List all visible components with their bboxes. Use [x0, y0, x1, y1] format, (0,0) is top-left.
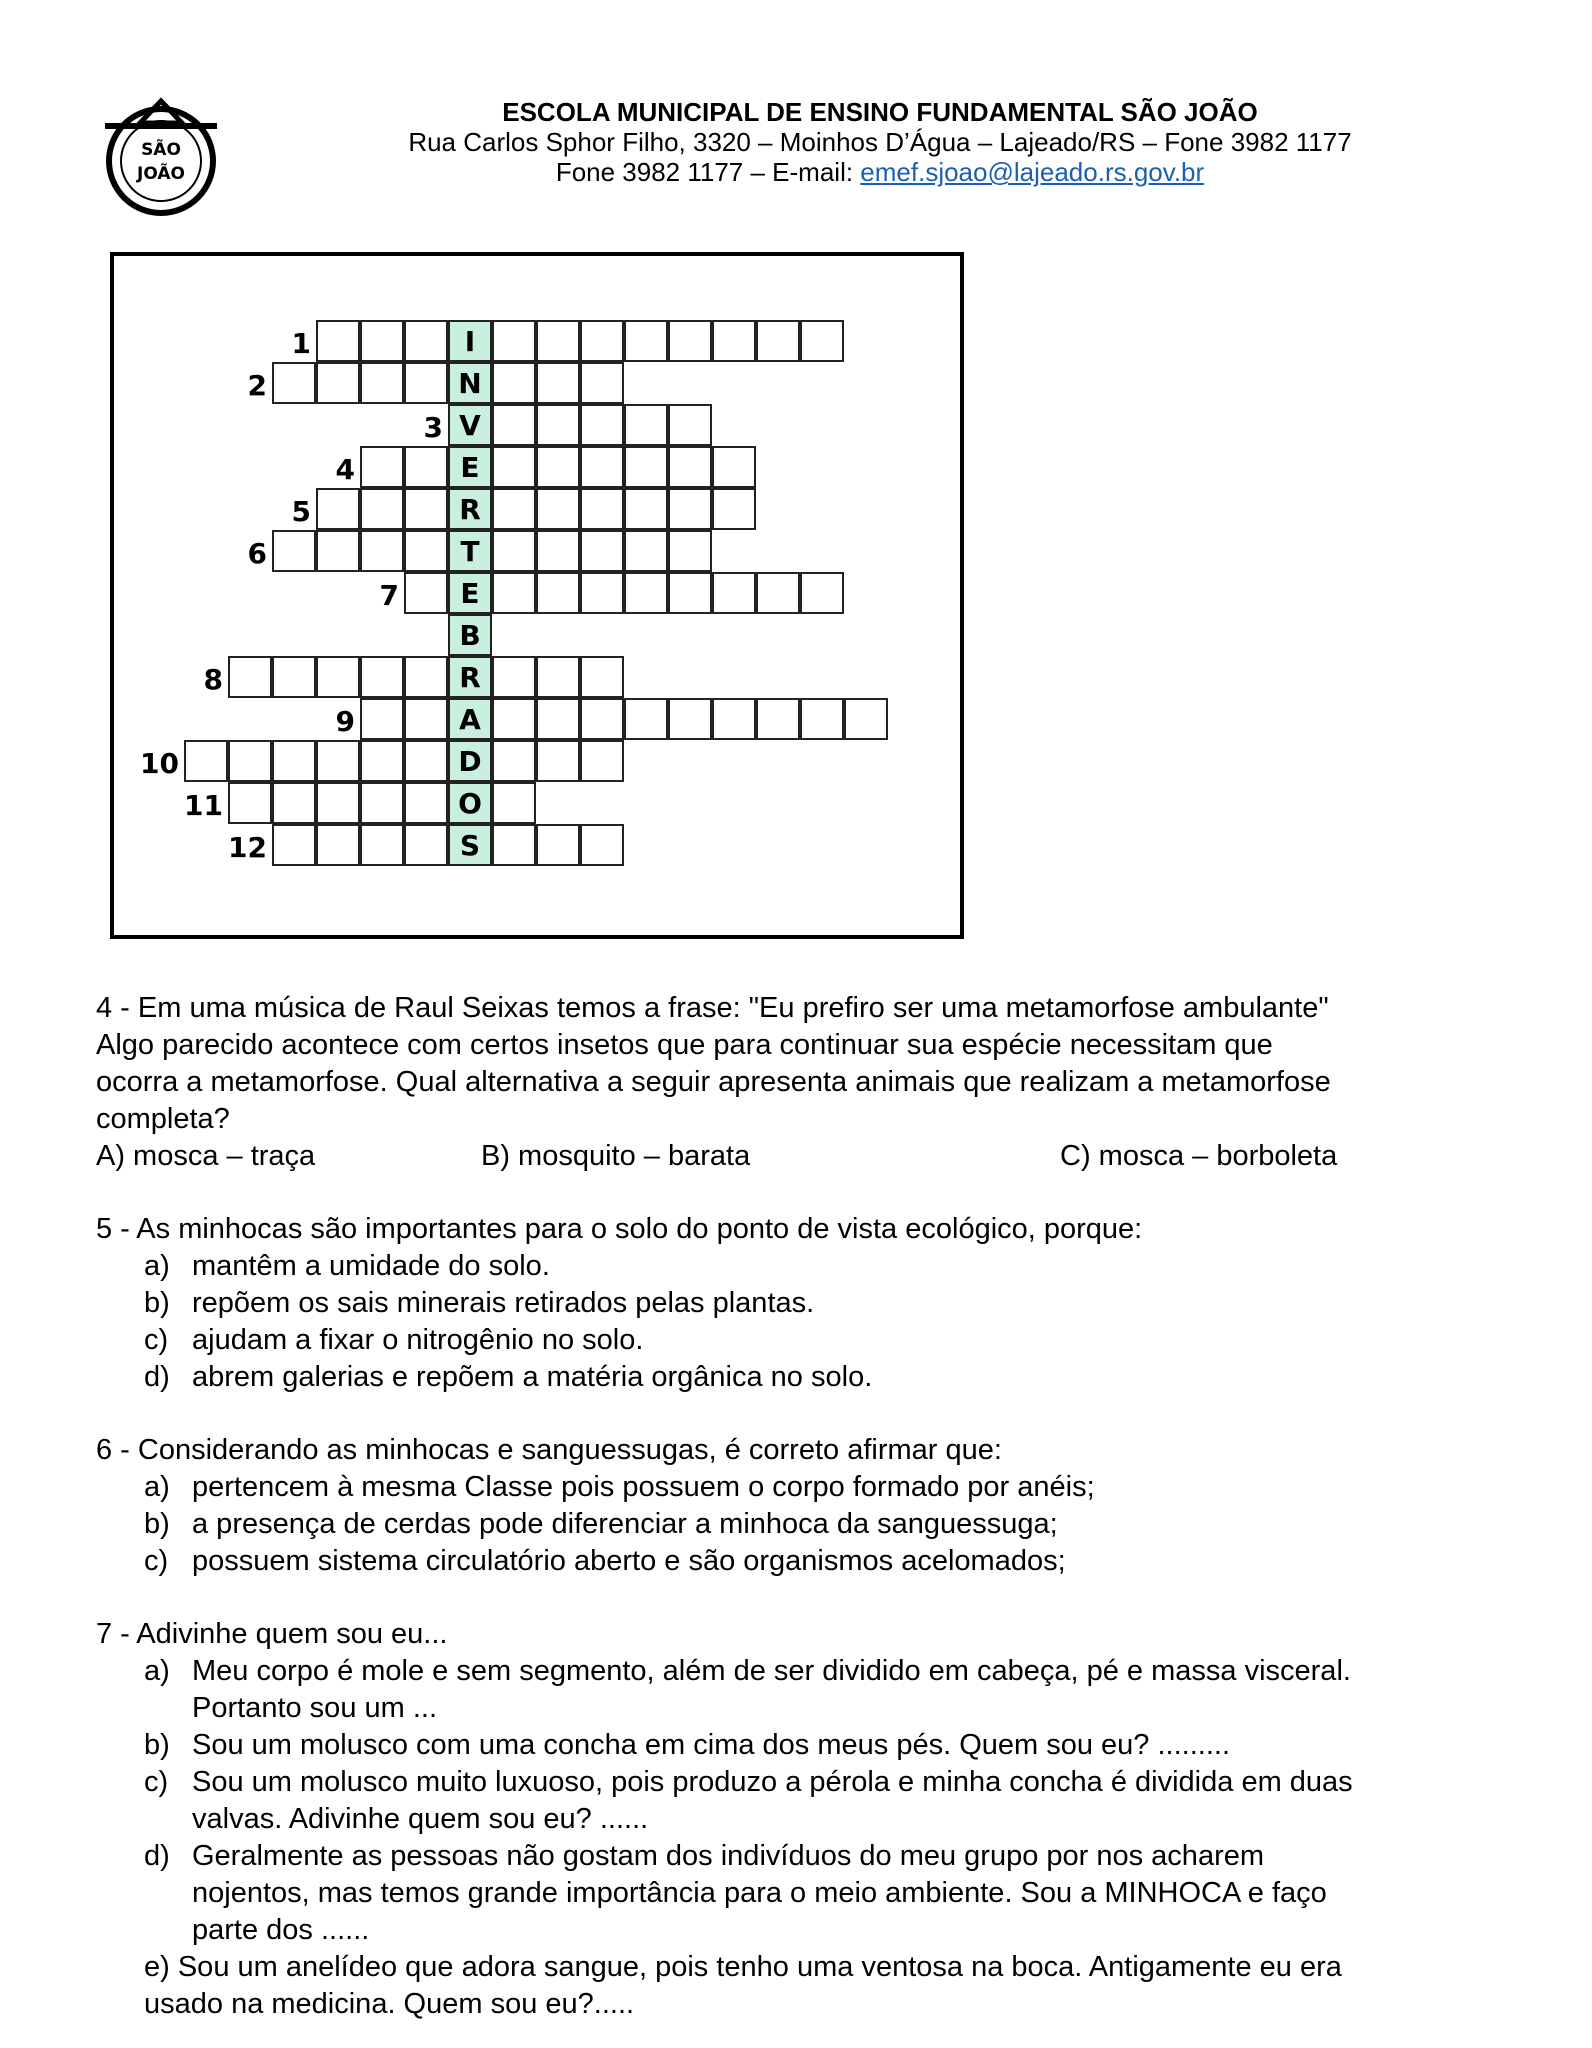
q6-item-text: a presença de cerdas pode diferenciar a minhoca da sanguessuga;: [192, 1508, 1058, 1540]
q6-item-marker: b): [144, 1508, 170, 1540]
highlight-letter-cell[interactable]: D: [448, 740, 492, 782]
q6-item-marker: c): [144, 1545, 169, 1577]
q7-item-marker: a): [144, 1655, 170, 1687]
highlight-letter-cell[interactable]: V: [448, 404, 492, 446]
q4-text-line: ocorra a metamorfose. Qual alternativa a seguir apresenta animais que realizam a metamorfose: [96, 1066, 1331, 1098]
school-logo: [100, 95, 222, 217]
q7-item-text: valvas. Adivinhe quem sou eu? ......: [192, 1803, 649, 1835]
q6-item: [96, 1543, 1516, 1580]
clue-number: 12: [228, 831, 267, 864]
clue-number: 6: [247, 537, 267, 570]
q6-title: 6 - Considerando as minhocas e sanguessugas, é correto afirmar que:: [96, 1434, 1002, 1466]
q6-item-marker: a): [144, 1471, 170, 1503]
q5-item-marker: d): [144, 1361, 170, 1393]
q7-item-text: Portanto sou um ...: [192, 1692, 438, 1724]
clue-number: 11: [184, 789, 223, 822]
q4-option-a: A) mosca – traça: [96, 1140, 316, 1172]
question-6: [96, 1432, 1516, 1580]
clue-number: 3: [423, 411, 443, 444]
q7-item-text: Sou um molusco com uma concha em cima dos meus pés. Quem sou eu? .........: [192, 1729, 1231, 1761]
highlight-letter-cell[interactable]: R: [448, 656, 492, 698]
school-name: ESCOLA MUNICIPAL DE ENSINO FUNDAMENTAL SÃO JOÃO: [502, 97, 1258, 127]
highlight-letter-cell[interactable]: E: [448, 572, 492, 614]
clue-number: 1: [291, 327, 311, 360]
highlight-letter-cell[interactable]: E: [448, 446, 492, 488]
q7-item: [96, 1838, 1516, 1949]
q4-text-line: 4 - Em uma música de Raul Seixas temos a frase: "Eu prefiro ser uma metamorfose ambulante": [96, 992, 1329, 1024]
question-7: [96, 1616, 1516, 2023]
q4-option-b: B) mosquito – barata: [481, 1140, 751, 1172]
highlight-letter-cell[interactable]: T: [448, 530, 492, 572]
q6-item: [96, 1469, 1516, 1506]
contact-phone: Fone 3982 1177 – E-mail:: [555, 157, 861, 187]
q7-title: 7 - Adivinhe quem sou eu...: [96, 1618, 448, 1650]
question-5: [96, 1211, 1516, 1396]
q5-item-marker: a): [144, 1250, 170, 1282]
clue-number: 10: [140, 747, 179, 780]
q6-item-text: pertencem à mesma Classe pois possuem o corpo formado por anéis;: [192, 1471, 1095, 1503]
q5-item-text: mantêm a umidade do solo.: [192, 1250, 550, 1282]
email-link[interactable]: emef.sjoao@lajeado.rs.gov.br: [860, 157, 1205, 187]
highlight-letter-cell[interactable]: R: [448, 488, 492, 530]
q5-item-marker: c): [144, 1324, 169, 1356]
q5-item-marker: b): [144, 1287, 170, 1319]
clue-number: 7: [379, 579, 399, 612]
q7-item: [96, 1764, 1516, 1838]
svg-text:JOÃO: JOÃO: [137, 164, 185, 184]
q7-item-e-line: e) Sou um anelídeo que adora sangue, pois tenho uma ventosa na boca. Antigamente eu era: [144, 1951, 1342, 1983]
q4-option-c: C) mosca – borboleta: [1060, 1140, 1338, 1172]
school-address: Rua Carlos Sphor Filho, 3320 – Moinhos D’Água – Lajeado/RS – Fone 3982 1177: [408, 127, 1352, 157]
q7-item-marker: d): [144, 1840, 170, 1872]
question-4: [96, 990, 1516, 1175]
q5-item: [96, 1322, 1516, 1359]
svg-text:SÃO: SÃO: [141, 140, 181, 160]
q4-options: [96, 1138, 1516, 1175]
school-contact: [340, 157, 1420, 187]
highlight-letter-cell[interactable]: O: [448, 782, 492, 824]
crossword-frame: [110, 252, 964, 939]
q7-item-text: nojentos, mas temos grande importância para o meio ambiente. Sou a MINHOCA e faço: [192, 1877, 1327, 1909]
q5-item: [96, 1359, 1516, 1396]
clue-number: 5: [291, 495, 311, 528]
highlight-letter-cell[interactable]: I: [448, 320, 492, 362]
highlight-letter-cell[interactable]: A: [448, 698, 492, 740]
q6-item-text: possuem sistema circulatório aberto e são organismos acelomados;: [192, 1545, 1066, 1577]
q7-item-marker: b): [144, 1729, 170, 1761]
q7-item: [96, 1653, 1516, 1727]
q5-item-text: abrem galerias e repõem a matéria orgânica no solo.: [192, 1361, 873, 1393]
q7-item-text: Sou um molusco muito luxuoso, pois produzo a pérola e minha concha é dividida em duas: [192, 1766, 1353, 1798]
q7-item-text: parte dos ......: [192, 1914, 370, 1946]
q5-item-text: repõem os sais minerais retirados pelas plantas.: [192, 1287, 815, 1319]
q5-item: [96, 1248, 1516, 1285]
q6-item: [96, 1506, 1516, 1543]
highlight-letter-cell[interactable]: B: [448, 614, 492, 656]
q5-item-text: ajudam a fixar o nitrogênio no solo.: [192, 1324, 644, 1356]
clue-number: 4: [335, 453, 355, 486]
q7-item-marker: c): [144, 1766, 169, 1798]
highlight-letter-cell[interactable]: N: [448, 362, 492, 404]
q7-item-e-line: usado na medicina. Quem sou eu?.....: [144, 1988, 635, 2020]
highlight-letter-cell[interactable]: S: [448, 824, 492, 866]
q5-title: 5 - As minhocas são importantes para o solo do ponto de vista ecológico, porque:: [96, 1213, 1143, 1245]
clue-number: 8: [203, 663, 223, 696]
q4-text-line: Algo parecido acontece com certos insetos que para continuar sua espécie necessitam que: [96, 1029, 1273, 1061]
q7-item-text: Meu corpo é mole e sem segmento, além de ser dividido em cabeça, pé e massa visceral.: [192, 1655, 1351, 1687]
q4-text-line: completa?: [96, 1103, 230, 1135]
q7-item: [96, 1727, 1516, 1764]
q5-item: [96, 1285, 1516, 1322]
q7-item-text: Geralmente as pessoas não gostam dos indivíduos do meu grupo por nos acharem: [192, 1840, 1265, 1872]
clue-number: 2: [247, 369, 267, 402]
clue-number: 9: [335, 705, 355, 738]
